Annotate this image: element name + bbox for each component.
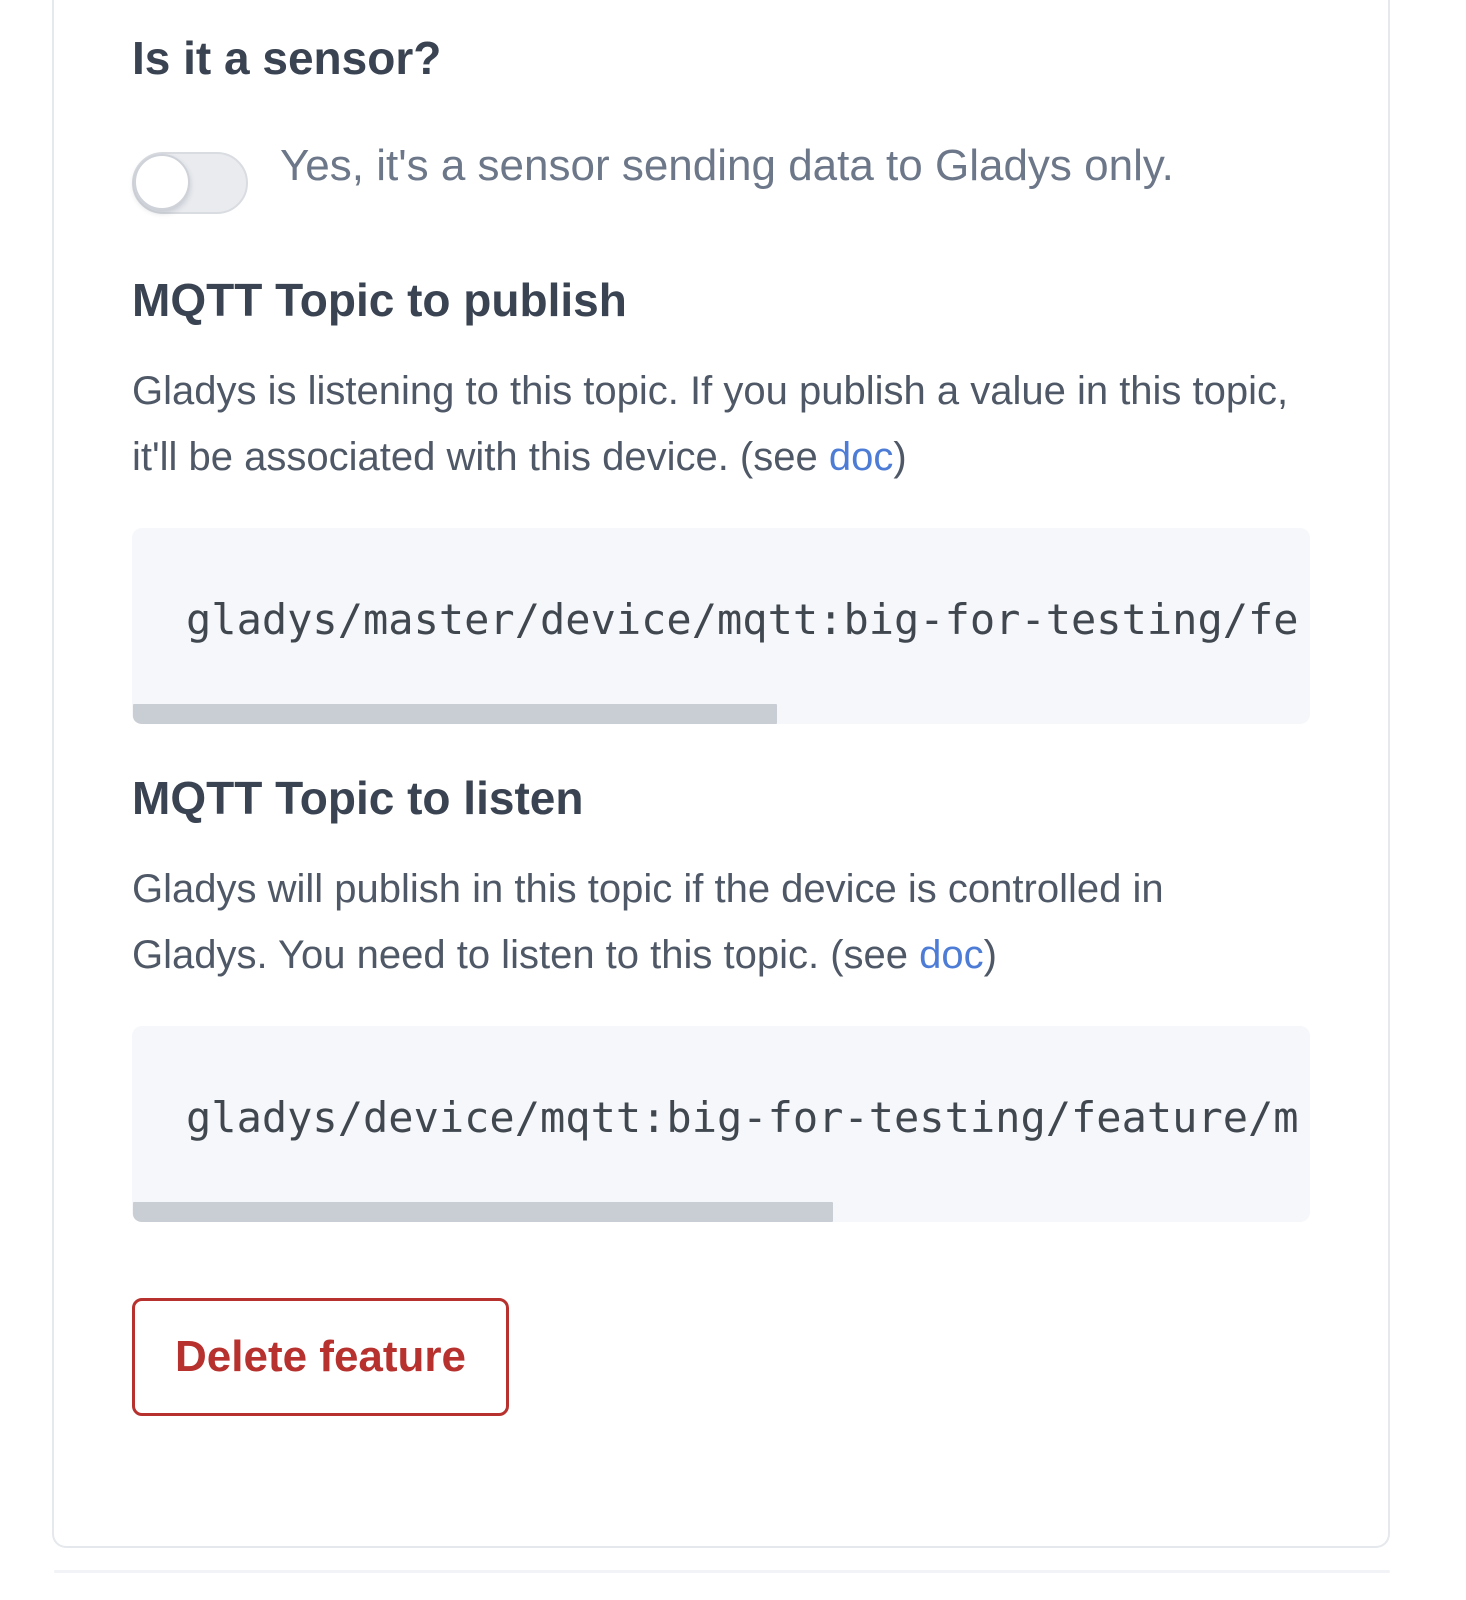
horizontal-scrollbar-thumb[interactable]	[133, 1202, 833, 1222]
horizontal-scrollbar-thumb[interactable]	[133, 704, 777, 724]
mqtt-listen-heading: MQTT Topic to listen	[132, 772, 584, 824]
sensor-toggle-knob	[134, 154, 190, 210]
mqtt-listen-section	[132, 770, 1310, 1222]
device-feature-settings-card	[52, 0, 1390, 1548]
mqtt-publish-heading: MQTT Topic to publish	[132, 274, 627, 326]
mqtt-listen-description	[132, 856, 1292, 988]
mqtt-listen-description-suffix: )	[983, 933, 997, 977]
sensor-toggle-row	[132, 138, 1310, 214]
card-content	[54, 0, 1388, 1416]
mqtt-publish-doc-link[interactable]: doc	[828, 435, 894, 479]
mqtt-publish-topic-value: gladys/master/device/mqtt:big-for-testing/fe	[186, 595, 1299, 644]
mqtt-listen-description-text: Gladys will publish in this topic if the device is controlled in Gladys. You need to listen to this topic. (see	[132, 867, 1164, 977]
sensor-question-heading: Is it a sensor?	[132, 32, 442, 84]
mqtt-listen-doc-link[interactable]: doc	[919, 933, 984, 977]
mqtt-publish-section	[132, 272, 1310, 724]
mqtt-publish-description-text: Gladys is listening to this topic. If you publish a value in this topic, it'll be associated with this device. (see	[132, 369, 1289, 479]
mqtt-publish-description	[132, 358, 1292, 490]
delete-feature-button[interactable]: Delete feature	[132, 1298, 509, 1416]
mqtt-listen-topic-value: gladys/device/mqtt:big-for-testing/feature/m	[186, 1093, 1299, 1142]
mqtt-publish-topic-input[interactable]	[132, 528, 1310, 724]
mqtt-publish-description-suffix: )	[893, 435, 907, 479]
page-section-divider	[54, 1570, 1390, 1573]
mqtt-listen-topic-input[interactable]	[132, 1026, 1310, 1222]
sensor-toggle-switch[interactable]	[132, 152, 248, 214]
sensor-toggle-label: Yes, it's a sensor sending data to Gladys only.	[280, 141, 1174, 190]
